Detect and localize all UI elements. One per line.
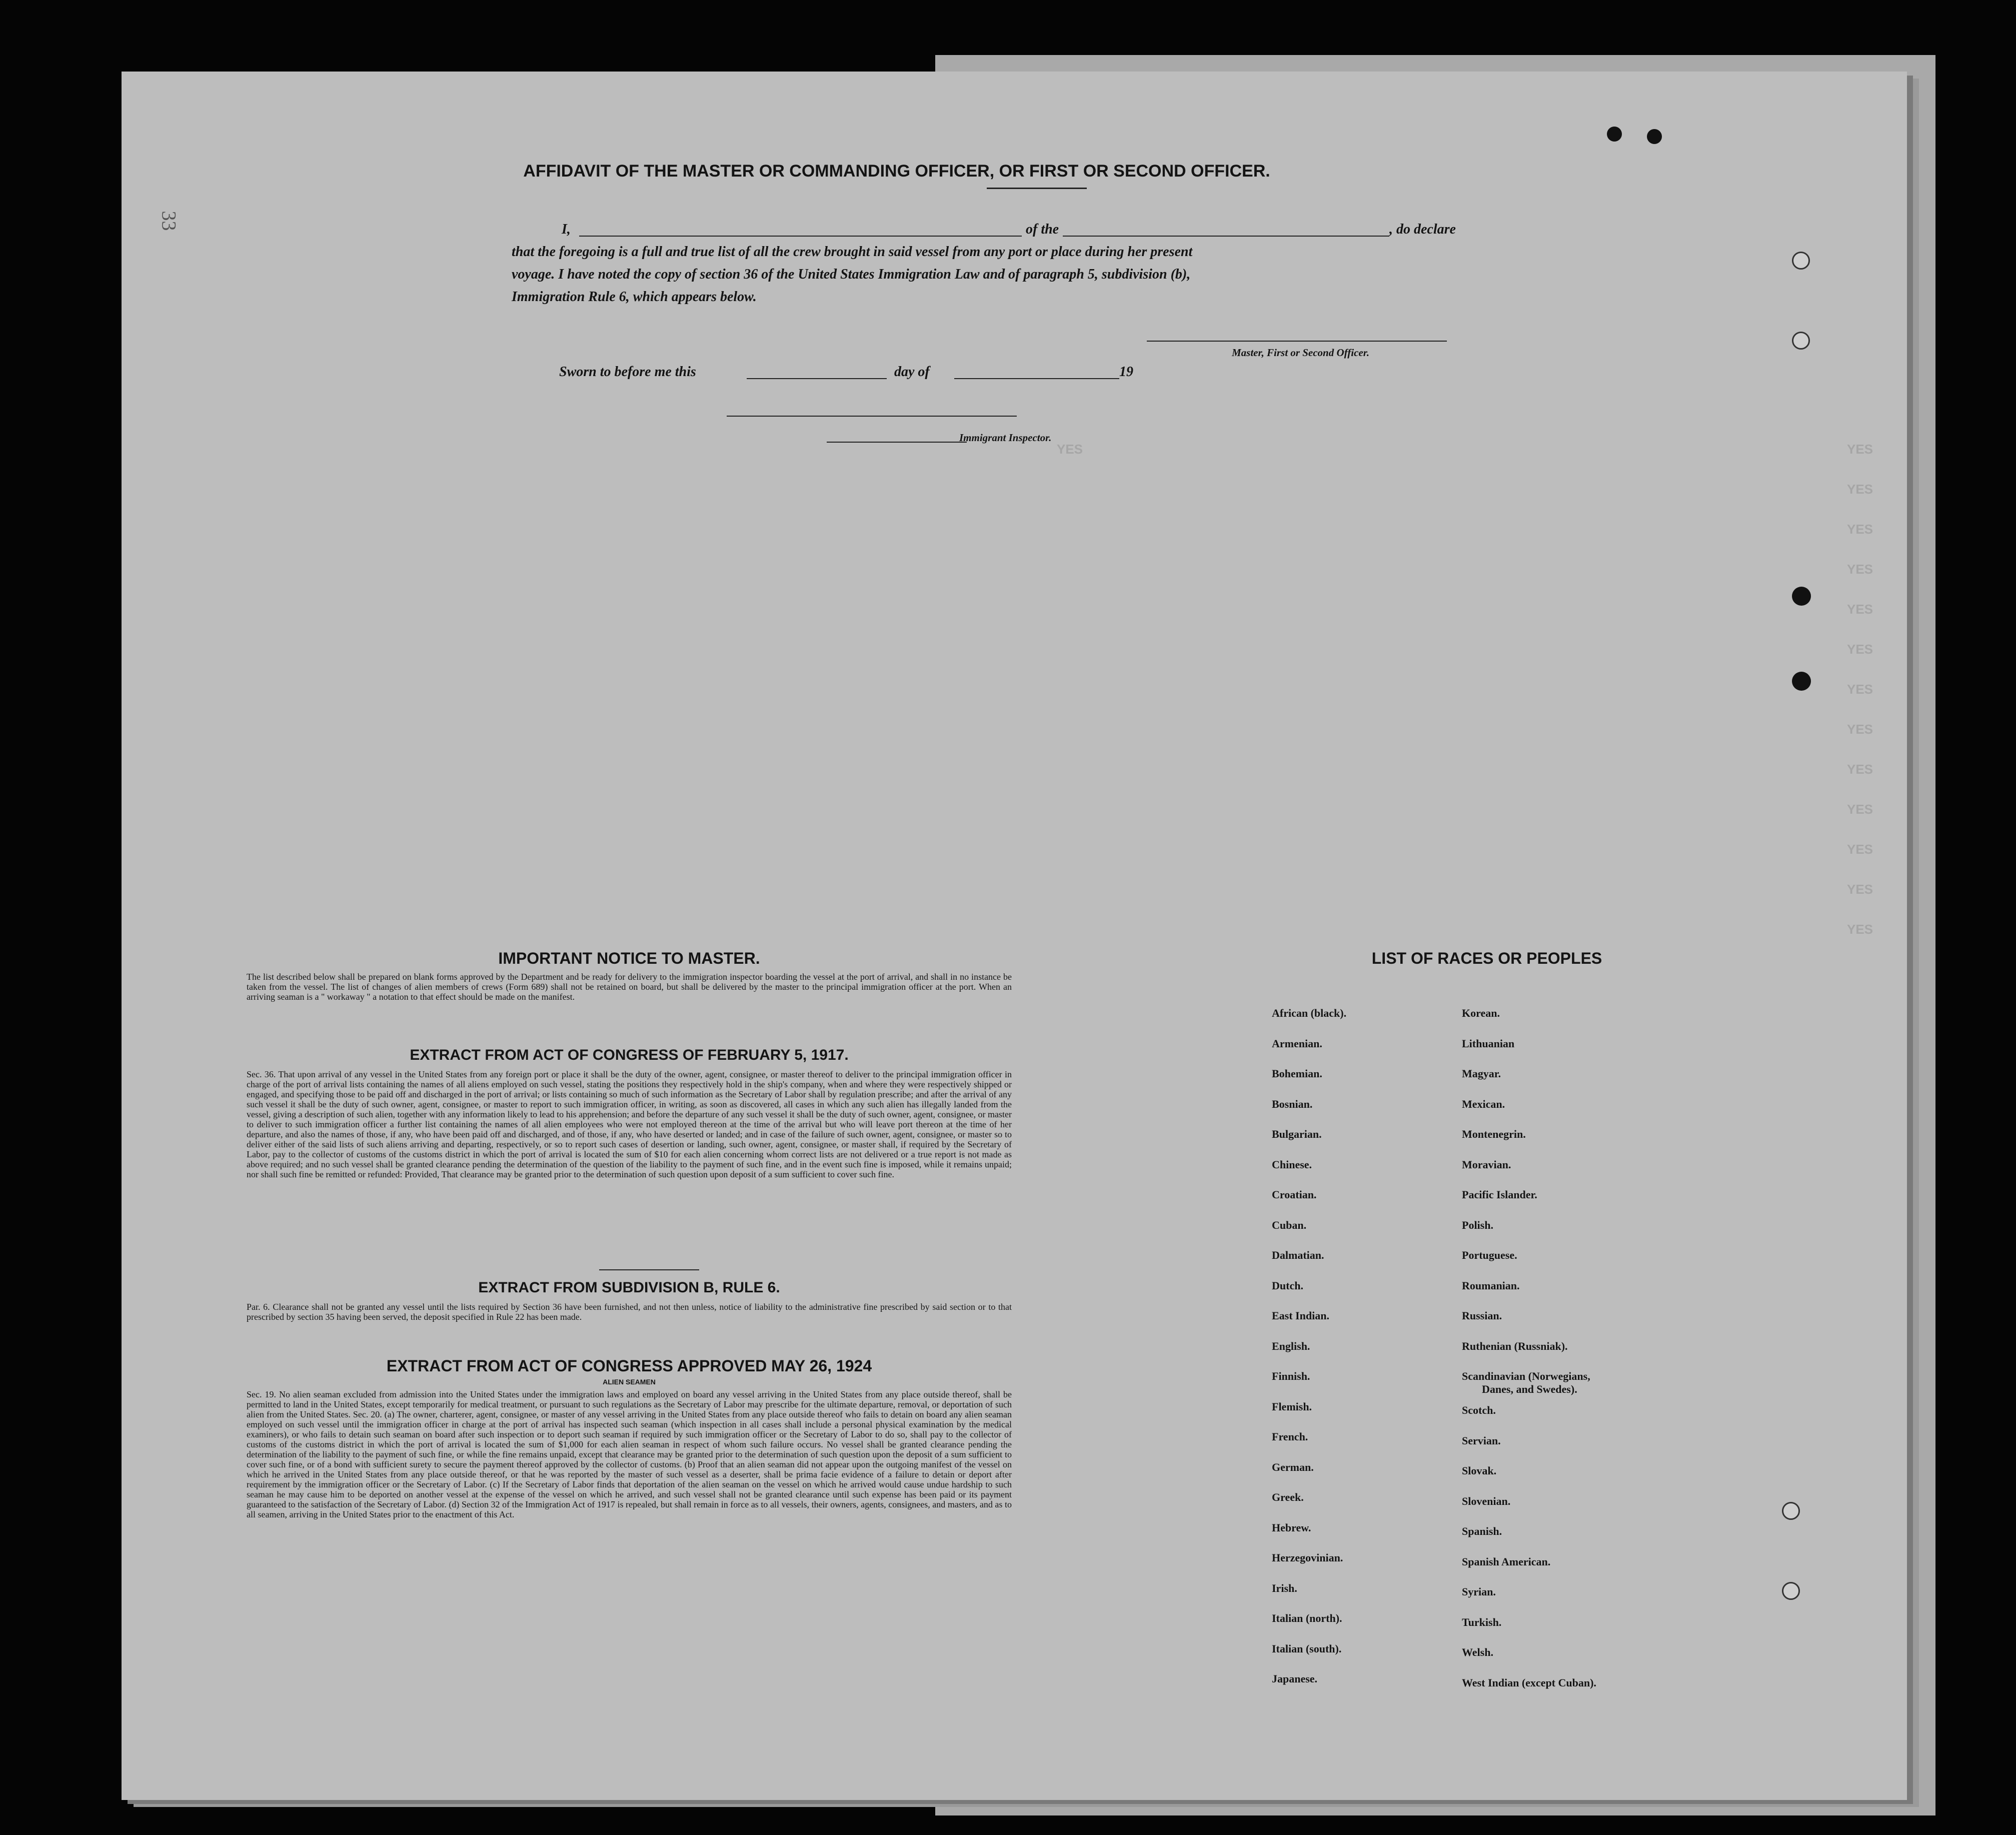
race-item: Russian. <box>1462 1309 1502 1322</box>
extract-rule-6-title: EXTRACT FROM SUBDIVISION B, RULE 6. <box>478 1279 780 1296</box>
extract-1924-subtitle: ALIEN SEAMEN <box>603 1378 656 1386</box>
day-of-text: day of <box>894 364 930 380</box>
race-item: Finnish. <box>1272 1370 1310 1382</box>
race-item: Roumanian. <box>1462 1279 1520 1292</box>
affidavit-line-1-declare: , do declare <box>1389 222 1456 237</box>
affidavit-line-1-of-the: of the <box>1022 222 1063 238</box>
extract-1924-body: Sec. 19. No alien seaman excluded from admission into the United States under the immigration laws and employed on board any vessel arriving in the United States from any place outside thereof, shall be permitted to land in the United States, except temporarily for medical treatment, or pursuant to such regulations as the Secretary of Labor may prescribe for the ultimate departure, removal, or deportation of such alien from the United States. Sec. 20. (a) The owner, charterer, agent, consignee, or master of any vessel arriving in the United States from any place outside thereof who fails to detain on board any alien seaman employed on such vessel until the immigration officer in charge at the port of arrival has inspected such seaman (which inspection in all cases shall include a personal physical examination by the medical examiners), or who fails to detain such seaman on board after such inspection or to deport such seaman if required by such immigration officer or the Secretary of Labor to do so, shall pay to the collector of customs of the customs district in which the port of arrival is located the sum of $1,000 for each alien seaman in respect of whom such failure occurs. No vessel shall be granted clearance pending the determination of the liability to the payment of such fine, or while the fine remains unpaid, except that clearance may be granted prior to the determination of such question upon the deposit of a sum sufficient to cover such fine, or of a bond with sufficient surety to secure the payment thereof approved by the collector of customs. (b) Proof that an alien seaman did not appear upon the outgoing manifest of the vessel on which he arrived in the United States from any place outside thereof, or that he was reported by the master of such vessel as a deserter, shall be prima facie evidence of a failure to detain or deport after requirement by the immigration officer or the Secretary of Labor. (c) If the Secretary of Labor finds that deportation of the alien seaman on the vessel on which he arrived would cause undue hardship to such seaman he may cause him to be deported on another vessel at the expense of the vessel on which he arrived, and such vessel shall not be granted clearance until such expense has been paid or its payment guaranteed to the satisfaction of the Secretary of Labor. (d) Section 32 of the Immigration Act of 1917 is repealed, but shall remain in force as to all vessels, their owners, agents, consignees, and masters, and as to all seamen, arriving in the United States prior to the enactment of this Act. <box>247 1389 1012 1519</box>
master-signature-label: Master, First or Second Officer. <box>1232 347 1369 359</box>
race-item: Korean. <box>1462 1007 1500 1019</box>
notice-body: The list described below shall be prepared on blank forms approved by the Department and be ready for delivery to the immigration inspector boarding the vessel at the port of arrival, and shall in no instance be taken from the vessel. The list of changes of alien members of crews (Form 689) shall not be retained on board, but shall be delivered by the master to the principal immigration officer at the port. When an arriving seaman is a " workaway " a notation to that effect should be made on the manifest. <box>247 972 1012 1002</box>
extract-1924-title: EXTRACT FROM ACT OF CONGRESS APPROVED MAY 26, 1924 <box>386 1357 872 1375</box>
race-item: German. <box>1272 1460 1314 1473</box>
race-item: French. <box>1272 1430 1308 1443</box>
race-item: Croatian. <box>1272 1188 1317 1201</box>
year-text: 19 <box>1119 364 1133 380</box>
race-item: Chinese. <box>1272 1158 1312 1171</box>
races-title: LIST OF RACES OR PEOPLES <box>1371 949 1602 967</box>
race-item: Portuguese. <box>1462 1249 1517 1261</box>
race-item: Bosnian. <box>1272 1097 1313 1110</box>
race-item: Danes, and Swedes). <box>1482 1383 1577 1395</box>
document-page: 33 YES YES YES YES YES YES YES YES YES YES YES YES YES YES AFFIDAVIT OF THE MASTER OR COMMANDING OFFICER, OR FIRST OR SECOND OFFICER. I, of the , do declare that the foregoing is a full and true list of all the crew brought in said vessel from any port or place during her present voyage. I have noted the copy of section 36 of the United States Immigration Law and of paragraph 5, subdivision (b), Immigration Rule 6, which appears below. Master, First or Second Officer. Sworn to before me this day of 19 Immigrant Inspector. IMPORTANT NOTICE TO MASTER. The list described below shall be prepared on blank forms approved by the Department and be ready for delivery to the immigration inspector boarding the vessel at the port of arrival, and shall in no instance be taken from the vessel. The list of changes of alien members of crews (Form 689) shall not be retained on board, but shall be delivered by the master to the principal immigration officer at the port. When an arriving seaman is a " workaway " a notation to that effect should be made on the manifest. EXTRACT FROM ACT OF CONGRESS OF FEBRUARY 5, 1917. Sec. 36. That upon arrival of any vessel in the United States from any foreign port or place it shall be the duty of the owner, agent, consignee, or master thereof to deliver to the principal immigration officer in charge of the port of arrival lists containing the names of all aliens employed on such vessel, stating the positions they respectively hold in the ship's company, when and where they were respectively shipped or engaged, and specifying those to be paid off and discharged in the port of arrival; or lists containing so much of such information as the Secretary of Labor shall by regulation prescribe; and after the arrival of any such vessel it shall be the duty of such owner, agent, consignee, or master to report to such immigration officer, in writing, as soon as discovered, all cases in which any such alien has illegally landed from the vessel, giving a description of such alien, together with any information likely to lead to his apprehension; and before the departure of any such vessel it shall be the duty of such owner, agent, consignee, or master to deliver to such immigration officer a further list containing the names of all alien employees who were not employed thereon at the time of the arrival but who will leave port thereon at the time of her departure, and also the names of those, if any, who have been paid off and discharged, and of those, if any, who have deserted or landed; and in case of the failure of such owner, agent, consignee, or master so to deliver either of the said lists of such aliens arriving and departing, respectively, or so to report such cases of desertion or landing, such owner, agent, consignee, or master shall, if required by the Secretary of Labor, pay to the collector of customs of the customs district in which the port of arrival is located the sum of $10 for each alien concerning whom correct lists are not delivered or a true report is not made as above required; and no such vessel shall be granted clearance pending the determination of the question of the liability to the payment of such fine, and in the event such fine is imposed, while it remains unpaid; nor shall such fine be remitted or refunded: Provided, That clearance may be granted prior to the determination of such question upon deposit of a sum sufficient to cover such fine. EXTRACT FROM SUBDIVISION B, RULE 6. Par. 6. Clearance shall not be granted any vessel until the lists required by Section 36 have been furnished, and not then unless, notice of liability to the administrative fine prescribed by said section or to that prescribed by section 35 having been served, the deposit specified in Rule 22 has been made. EXTRACT FROM ACT OF CONGRESS APPROVED MAY 26, 1924 ALIEN SEAMEN Sec. 19. No alien seaman excluded from admission into the United States under the immigration laws and employed on board any vessel arriving in the United States from any place outside thereof, shall be permitted to land in the United States, except temporarily for medical treatment, or pursuant to such regulations as the Secretary of Labor may prescribe for the ultimate departure, removal, or deportation of such alien from the United States. Sec. 20. (a) The owner, charterer, agent, consignee, or master of any vessel arriving in the United States from any place outside thereof who fails to detain on board any alien seaman employed on such vessel until the immigration officer in charge at the port of arrival has inspected such seaman (which inspection in all cases shall include a personal physical examination by the medical examiners), or who fails to detain such seaman on board after such inspection or to deport such seaman if required by such immigration officer or the Secretary of Labor to do so, shall pay to the collector of customs of the customs district in which the port of arrival is located the sum of $1,000 for each alien seaman in respect of whom such failure occurs. No vessel shall be granted clearance pending the determination of the liability to the payment of such fine, or while the fine remains unpaid, except that clearance may be granted prior to the determination of such question upon the deposit of a sum sufficient to cover such fine, or of a bond with sufficient surety to secure the payment thereof approved by the collector of customs. (b) Proof that an alien seaman did not appear upon the outgoing manifest of the vessel on which he arrived in the United States from any place outside thereof, or that he was reported by the master of such vessel as a deserter, shall be prima facie evidence of a failure to detain or deport after requirement by the immigration officer or the Secretary of Labor. (c) If the Secretary of Labor finds that deportation of the alien seaman on the vessel on which he arrived would cause undue hardship to such seaman he may cause him to be deported on another vessel at the expense of the vessel on which he arrived, and such vessel shall not be granted clearance until such expense has been paid or its payment guaranteed to the satisfaction of the Secretary of Labor. (d) Section 32 of the Immigration Act of 1917 is repealed, but shall remain in force as to all vessels, their owners, agents, consignees, and masters, and as to all seamen, arriving in the United States prior to the enactment of this Act. LIST OF RACES OR PEOPLES African (black). Armenian. Bohemian. Bosnian. Bulgarian. Chinese. Croatian. Cuban. Dalmatian. Dutch. East Indian. English. Finnish. Flemish. French. German. Greek. Hebrew. Herzegovinian. Irish. Italian (north). Italian (south). Japanese. Korean. Lithuanian Magyar. Mexican. Montenegrin. Moravian. Pacific Islander. Polish. Portuguese. Roumanian. Russian. Ruthenian (Russniak). Scandinavian (Norwegians, Danes, and Swedes). Scotch. Servian. Slovak. Slovenian. Spanish. Spanish American. Syrian. Turkish. Welsh. West Indian (except Cuban). <box>122 72 1907 1800</box>
race-item: Lithuanian <box>1462 1037 1515 1050</box>
race-item: Slovenian. <box>1462 1494 1511 1507</box>
race-item: Pacific Islander. <box>1462 1188 1537 1201</box>
race-item: East Indian. <box>1272 1309 1329 1322</box>
race-item: Bulgarian. <box>1272 1128 1322 1140</box>
race-item: Slovak. <box>1462 1464 1497 1477</box>
race-item: West Indian (except Cuban). <box>1462 1676 1596 1689</box>
race-item: Scandinavian (Norwegians, <box>1462 1370 1590 1382</box>
race-item: Herzegovinian. <box>1272 1551 1343 1564</box>
extract-1917-body: Sec. 36. That upon arrival of any vessel in the United States from any foreign port or place it shall be the duty of the owner, agent, consignee, or master thereof to deliver to the principal immigration officer in charge of the port of arrival lists containing the names of all aliens employed on such vessel, stating the positions they respectively hold in the ship's company, when and where they were respectively shipped or engaged, and specifying those to be paid off and discharged in the port of arrival; or lists containing so much of such information as the Secretary of Labor shall by regulation prescribe; and after the arrival of any such vessel it shall be the duty of such owner, agent, consignee, or master to report to such immigration officer, in writing, as soon as discovered, all cases in which any such alien has illegally landed from the vessel, giving a description of such alien, together with any information likely to lead to his apprehension; and before the departure of any such vessel it shall be the duty of such owner, agent, consignee, or master to deliver to such immigration officer a further list containing the names of all alien employees who were not employed thereon at the time of the arrival but who will leave port thereon at the time of her departure, and also the names of those, if any, who have been paid off and discharged, and of those, if any, who have deserted or landed; and in case of the failure of such owner, agent, consignee, or master so to deliver either of the said lists of such aliens arriving and departing, respectively, or so to report such cases of desertion or landing, such owner, agent, consignee, or master shall, if required by the Secretary of Labor, pay to the collector of customs of the customs district in which the port of arrival is located the sum of $10 for each alien concerning whom correct lists are not delivered or a true report is not made as above required; and no such vessel shall be granted clearance pending the determination of the question of the liability to the payment of such fine, and in the event such fine is imposed, while it remains unpaid; nor shall such fine be remitted or refunded: Provided, That clearance may be granted prior to the determination of such question upon deposit of a sum sufficient to cover such fine. <box>247 1069 1012 1179</box>
race-item: Welsh. <box>1462 1646 1493 1658</box>
notice-title: IMPORTANT NOTICE TO MASTER. <box>498 949 760 967</box>
extract-rule-6-body: Par. 6. Clearance shall not be granted any vessel until the lists required by Section 36 have been furnished, and not then unless, notice of liability to the administrative fine prescribed by said section or to that prescribed by section 35 having been served, the deposit specified in Rule 22 has been made. <box>247 1302 1012 1322</box>
race-item: Dutch. <box>1272 1279 1303 1292</box>
affidavit-line-2: that the foregoing is a full and true list of all the crew brought in said vessel from any port or place during her present <box>512 244 1193 260</box>
race-item: Polish. <box>1462 1218 1493 1231</box>
race-item: Mexican. <box>1462 1097 1505 1110</box>
race-item: Hebrew. <box>1272 1521 1311 1534</box>
race-item: Flemish. <box>1272 1400 1312 1413</box>
race-item: Magyar. <box>1462 1067 1501 1080</box>
affidavit-title: AFFIDAVIT OF THE MASTER OR COMMANDING OFFICER, OR FIRST OR SECOND OFFICER. <box>523 162 1270 181</box>
race-item: Bohemian. <box>1272 1067 1322 1080</box>
affidavit-line-4: Immigration Rule 6, which appears below. <box>512 289 757 305</box>
race-item: Dalmatian. <box>1272 1249 1324 1261</box>
race-item: Servian. <box>1462 1434 1501 1447</box>
race-item: Moravian. <box>1462 1158 1511 1171</box>
immigrant-inspector-label: Immigrant Inspector. <box>959 432 1052 444</box>
race-item: Syrian. <box>1462 1585 1496 1598</box>
race-item: Italian (north). <box>1272 1612 1342 1624</box>
race-item: English. <box>1272 1339 1310 1352</box>
race-item: Italian (south). <box>1272 1642 1342 1655</box>
race-item: Spanish American. <box>1462 1555 1551 1568</box>
race-item: Cuban. <box>1272 1218 1307 1231</box>
affidavit-line-3: voyage. I have noted the copy of section 36 of the United States Immigration Law and of paragraph 5, subdivision (b), <box>512 267 1191 282</box>
affidavit-line-1-start: I, <box>562 222 571 237</box>
margin-page-number: 33 <box>158 211 181 231</box>
race-item: Greek. <box>1272 1491 1304 1503</box>
race-item: Turkish. <box>1462 1615 1502 1628</box>
sworn-text: Sworn to before me this <box>559 364 696 380</box>
race-item: Montenegrin. <box>1462 1128 1526 1140</box>
race-item: Armenian. <box>1272 1037 1322 1050</box>
race-item: Irish. <box>1272 1581 1297 1594</box>
race-item: Japanese. <box>1272 1672 1318 1685</box>
race-item: African (black). <box>1272 1007 1347 1019</box>
extract-1917-title: EXTRACT FROM ACT OF CONGRESS OF FEBRUARY 5, 1917. <box>410 1047 849 1063</box>
race-item: Ruthenian (Russniak). <box>1462 1339 1568 1352</box>
race-item: Spanish. <box>1462 1525 1502 1537</box>
race-item: Scotch. <box>1462 1404 1496 1416</box>
